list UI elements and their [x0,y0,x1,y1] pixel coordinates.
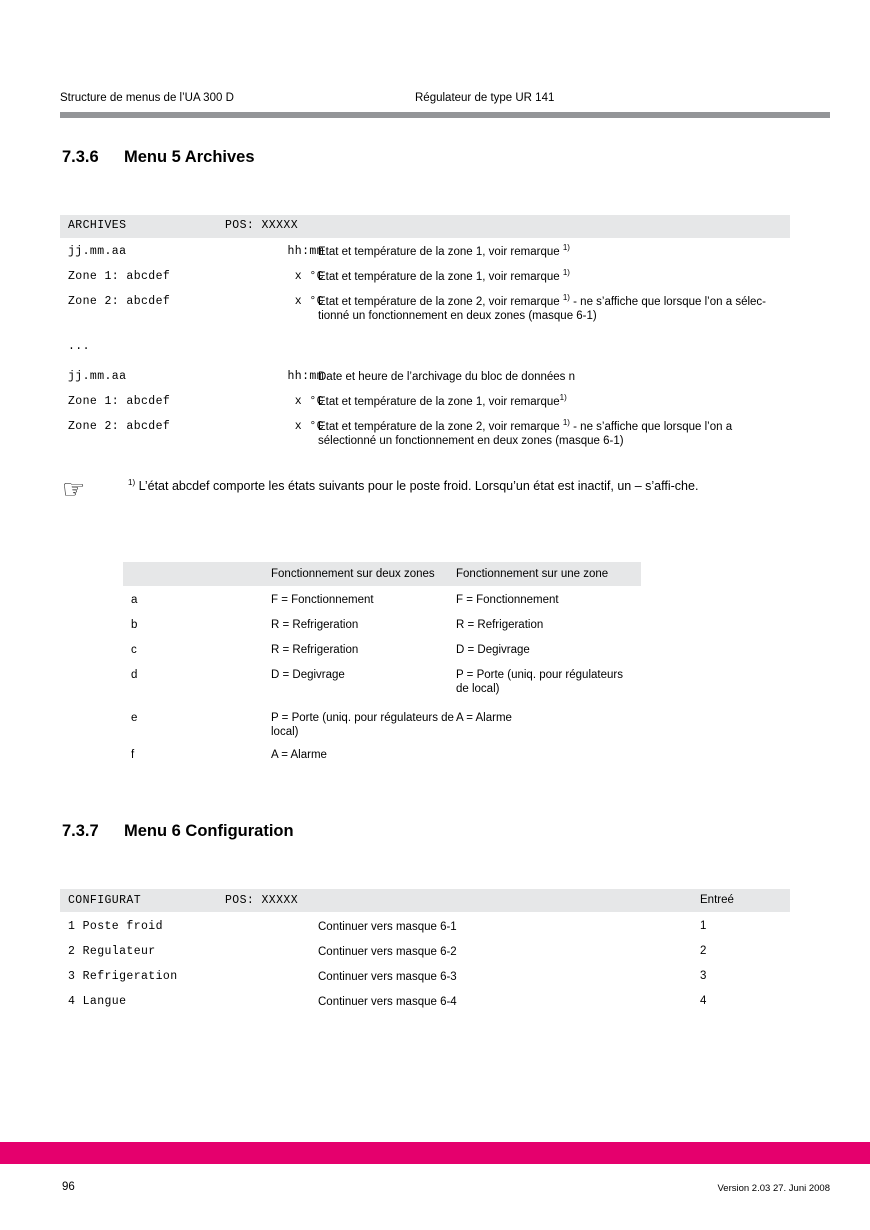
row-code: Zone 2: abcdef [68,295,171,308]
state-letter: a [131,594,138,606]
row-temp: hh:mm [287,245,324,258]
footer-version: Version 2.03 27. Juni 2008 [717,1183,830,1194]
row-code: 1 Poste froid [68,920,163,933]
section-number-737: 7.3.7 [62,822,99,840]
row-temp: hh:mm [287,370,324,383]
header-left-text: Structure de menus de l’UA 300 D [60,92,234,104]
row-code: jj.mm.aa [68,245,127,258]
row-code: Zone 1: abcdef [68,270,171,283]
row-temp: x °C [294,270,324,283]
row-temp: x °C [294,295,324,308]
row-entree: 1 [700,920,707,932]
row-desc: Etat et température de la zone 2, voir remarque $^{1)}$ - ne s’affiche que lorsque l’on a sélectionné un fonctionnement en deux zones (masque 6-1) [318,418,733,447]
row-desc: Continuer vers masque 6-2 [318,946,457,958]
row-code: Zone 1: abcdef [68,395,171,408]
state-one-zone: P = Porte (uniq. pour régulateurs de local) [456,669,623,695]
state-two-zones: A = Alarme [271,749,327,761]
row-desc: Etat et température de la zone 1, voir remarque $^{1)}$ [318,243,570,258]
state-two-zones: D = Degivrage [271,669,345,681]
state-header-col1: Fonctionnement sur deux zones [271,568,435,580]
state-two-zones: R = Refrigeration [271,644,359,656]
row-code: Zone 2: abcdef [68,420,171,433]
state-letter: b [131,619,138,631]
section-title-736: Menu 5 Archives [124,148,255,166]
state-one-zone: D = Degivrage [456,644,530,656]
row-entree: 4 [700,995,707,1007]
row-code: 2 Regulateur [68,945,156,958]
state-two-zones: F = Fonctionnement [271,594,374,606]
row-desc: Continuer vers masque 6-1 [318,921,457,933]
row-entree: 2 [700,945,707,957]
config-header-pos: POS: XXXXX [225,894,299,907]
footnote-note [128,478,768,494]
row-desc: Etat et température de la zone 1, voir remarque$^{1)}$ [318,393,567,408]
header-right-text: Régulateur de type UR 141 [415,92,555,104]
pointing-hand-icon: ☞ [62,474,86,504]
row-temp: x °C [294,420,324,433]
state-letter: f [131,749,135,761]
archives-header-code: ARCHIVES [68,219,127,232]
state-one-zone: A = Alarme [456,712,512,724]
footer-color-bar [0,1142,870,1164]
row-desc: Etat et température de la zone 2, voir remarque $^{1)}$ - ne s’affiche que lorsque l’on a sélec-tionné un fonctionnement en deux zones (masque 6-1) [318,293,766,322]
row-temp: x °C [294,395,324,408]
header-divider [60,112,830,118]
row-desc: Date et heure de l’archivage du bloc de données n [318,371,576,383]
state-letter: e [131,712,138,724]
archives-table-header-band [60,215,790,238]
configuration-table [60,889,790,1019]
section-title-737: Menu 6 Configuration [124,822,294,840]
state-header-col2: Fonctionnement sur une zone [456,568,609,580]
row-entree: 3 [700,970,707,982]
row-code: 3 Refrigeration [68,970,178,983]
config-header-entree: Entreé [700,894,734,906]
state-one-zone: R = Refrigeration [456,619,544,631]
page-number: 96 [62,1181,75,1193]
row-desc: Etat et température de la zone 1, voir remarque $^{1)}$ [318,268,570,283]
row-code: 4 Langue [68,995,127,1008]
row-desc: Continuer vers masque 6-3 [318,971,457,983]
row-code: jj.mm.aa [68,370,127,383]
state-two-zones: R = Refrigeration [271,619,359,631]
state-letter: c [131,644,137,656]
config-header-code: CONFIGURAT [68,894,142,907]
footnote-text: L’état abcdef comporte les états suivants pour le poste froid. Lorsqu’un état est inactif, un – s’affi-che. [135,479,699,493]
footnote-marker: 1) [128,477,136,487]
state-one-zone: F = Fonctionnement [456,594,559,606]
state-two-zones: P = Porte (uniq. pour régulateurs de local) [271,712,454,738]
state-letter: d [131,669,138,681]
archives-header-pos: POS: XXXXX [225,219,299,232]
config-table-header-band [60,889,790,912]
section-number-736: 7.3.6 [62,148,99,166]
archives-table [60,215,790,445]
row-desc: Continuer vers masque 6-4 [318,996,457,1008]
row-code: ... [68,340,90,353]
